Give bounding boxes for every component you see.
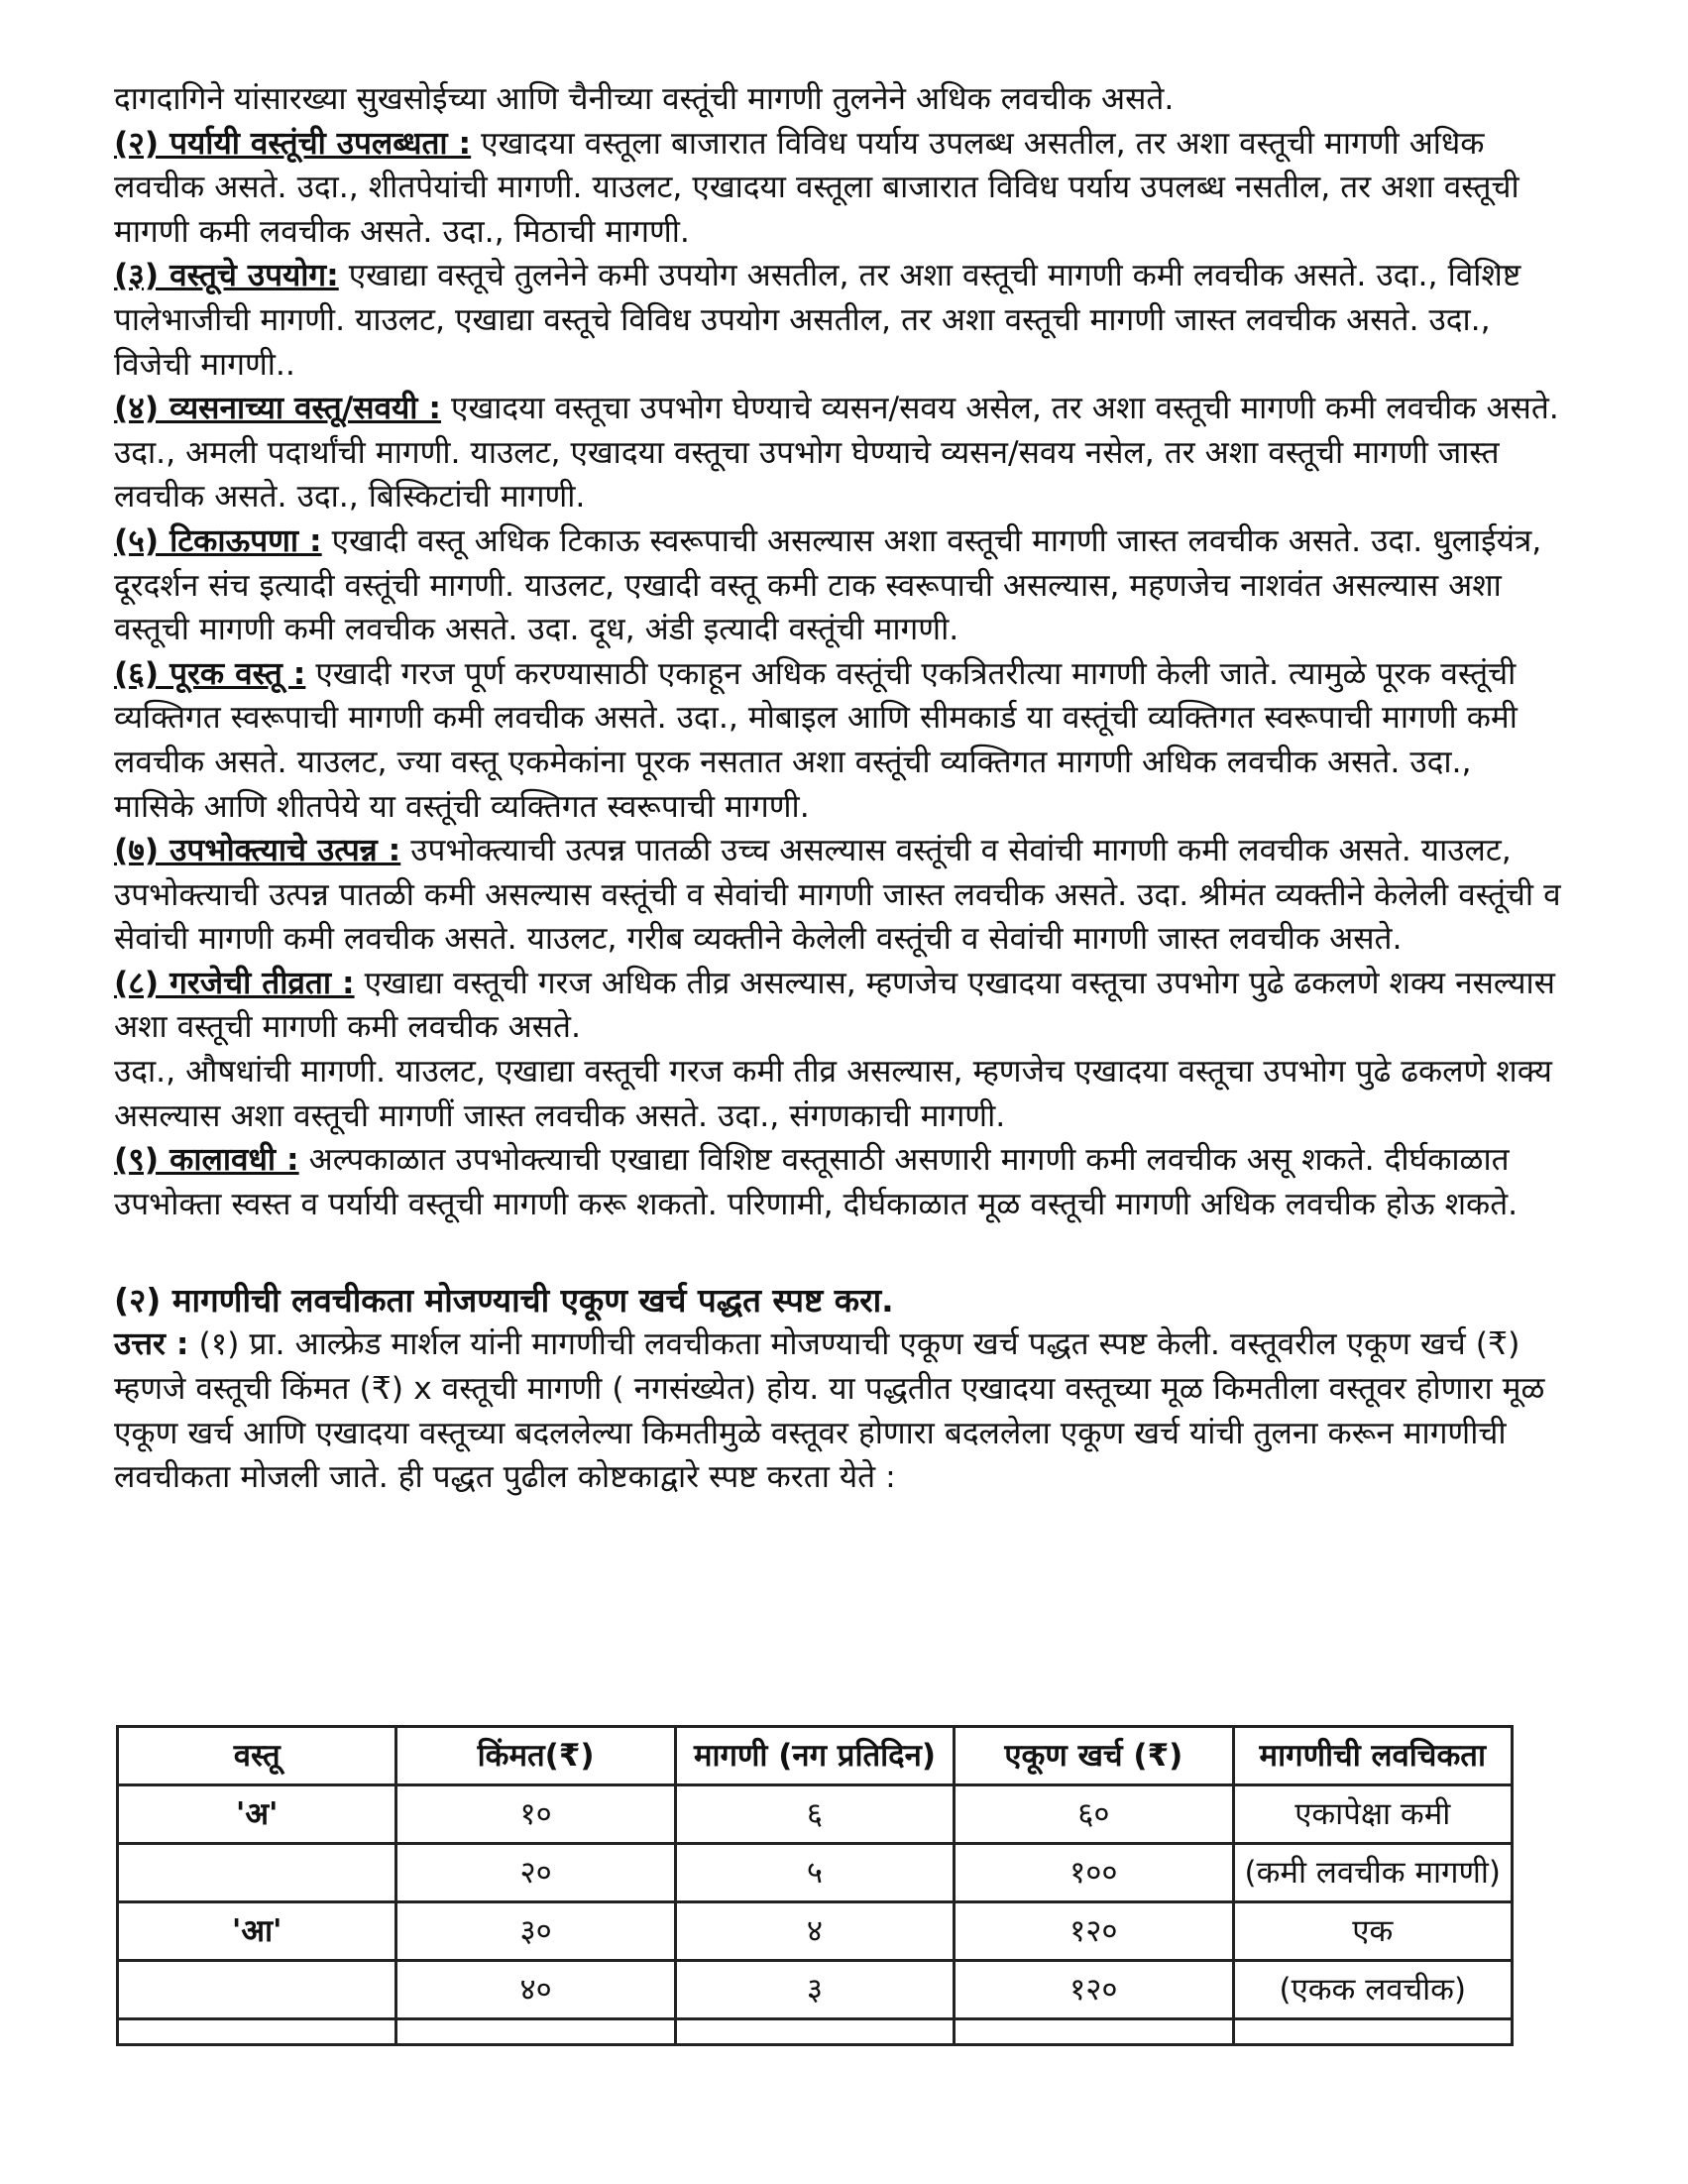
factor-substitutes bbox=[114, 122, 1561, 255]
table-cell: २० bbox=[396, 1844, 675, 1902]
factor-label: (३) वस्तूचे उपयोग: bbox=[114, 258, 339, 294]
answer-paragraph bbox=[114, 1322, 1561, 1499]
header-cell: मागणी (नग प्रतिदिन) bbox=[675, 1727, 954, 1785]
factor-text: एखाद्या वस्तूचे तुलनेने कमी उपयोग असतील, तर अशा वस्तूची मागणी कमी लवचीक असते. उदा., विशिष्ट पालेभाजीची मागणी. याउलट, एखाद्या वस्तूचे विविध उपयोग असतील, तर अशा वस्तूची मागणी जास्त लवचीक असते. उदा., विजेची मागणी.. bbox=[114, 258, 1521, 383]
factor-text: एखादया वस्तूचा उपभोग घेण्याचे व्यसन/सवय असेल, तर अशा वस्तूची मागणी कमी लवचीक असते. उदा., अमली पदार्थांची मागणी. याउलट, एखादया वस्तूचा उपभोग घेण्याचे व्यसन/सवय नसेल, तर अशा वस्तूची मागणी जास्त लवचीक असते. उदा., बिस्किटांची मागणी. bbox=[114, 391, 1559, 516]
table-row bbox=[118, 2019, 1513, 2045]
table-cell: ४ bbox=[675, 1902, 954, 1961]
factor-label: (२) पर्यायी वस्तूंची उपलब्धता : bbox=[114, 125, 472, 162]
factor-text: एखाद्या वस्तूची गरज अधिक तीव्र असल्यास, म्हणजेच एखादया वस्तूचा उपभोग पुढे ढकलणे शक्य नसल्यास अशा वस्तूची मागणी कमी लवचीक असते. bbox=[114, 965, 1555, 1046]
table-cell bbox=[396, 2019, 675, 2045]
table-cell: ४० bbox=[396, 1961, 675, 2019]
factor-uses bbox=[114, 254, 1561, 387]
factor-label: (५) टिकाऊपणा : bbox=[114, 522, 322, 559]
factor-label: (९) कालावधी : bbox=[114, 1142, 299, 1179]
table-cell bbox=[118, 1961, 396, 2019]
header-cell: वस्तू bbox=[118, 1727, 396, 1785]
header-cell: किंमत(₹) bbox=[396, 1727, 675, 1785]
table-cell: १० bbox=[396, 1785, 675, 1844]
table-cell: ६ bbox=[675, 1785, 954, 1844]
factor-text: अल्पकाळात उपभोक्त्याची एखाद्या विशिष्ट वस्तूसाठी असणारी मागणी कमी लवचीक असू शकते. दीर्घकाळात उपभोक्ता स्वस्त व पर्यायी वस्तूची मागणी करू शकतो. परिणामी, दीर्घकाळात मूळ वस्तूची मागणी अधिक लवचीक होऊ शकते. bbox=[114, 1142, 1519, 1222]
factor-durability bbox=[114, 519, 1561, 652]
table-row bbox=[118, 1961, 1513, 2019]
factor-time bbox=[114, 1138, 1561, 1226]
factor-habits bbox=[114, 387, 1561, 519]
answer-text: (१) प्रा. आल्फ्रेड मार्शल यांनी मागणीची लवचीकता मोजण्याची एकूण खर्च पद्धत स्पष्ट केली. वस्तूवरील एकूण खर्च (₹) म्हणजे वस्तूची किंमत (₹) x वस्तूची मागणी ( नगसंख्येत) होय. या पद्धतीत एखादया वस्तूच्या मूळ किमतीला वस्तूवर होणारा मूळ एकूण खर्च आणि एखादया वस्तूच्या बदललेल्या किमतीमुळे वस्तूवर होणारा बदललेला एकूण खर्च यांची तुलना करून मागणीची लवचीकता मोजली जाते. ही पद्धत पुढील कोष्टकाद्वारे स्पष्ट करता येते : bbox=[114, 1326, 1545, 1496]
header-cell: मागणीची लवचिकता bbox=[1233, 1727, 1512, 1785]
header-cell: एकूण खर्च (₹) bbox=[955, 1727, 1233, 1785]
table-cell: 'अ' bbox=[118, 1785, 396, 1844]
table-cell: ३ bbox=[675, 1961, 954, 2019]
factor-urgency bbox=[114, 962, 1561, 1050]
table-cell bbox=[118, 1844, 396, 1902]
table-row bbox=[118, 1785, 1513, 1844]
table-cell: १०० bbox=[955, 1844, 1233, 1902]
table-cell: ६० bbox=[955, 1785, 1233, 1844]
table-cell: एक bbox=[1233, 1902, 1512, 1961]
factor-label: (७) उपभोक्त्याचे उत्पन्न : bbox=[114, 833, 401, 869]
table-cell bbox=[955, 2019, 1233, 2045]
table-cell: १२० bbox=[955, 1961, 1233, 2019]
table-cell bbox=[1233, 2019, 1512, 2045]
factor-label: (६) पूरक वस्तू : bbox=[114, 655, 306, 692]
table-cell: 'आ' bbox=[118, 1902, 396, 1961]
table-cell: (एकक लवचीक) bbox=[1233, 1961, 1512, 2019]
factor-text: एखादया वस्तूला बाजारात विविध पर्याय उपलब्ध असतील, तर अशा वस्तूची मागणी अधिक लवचीक असते. उदा., शीतपेयांची मागणी. याउलट, एखादया वस्तूला बाजारात विविध पर्याय उपलब्ध नसतील, तर अशा वस्तूची मागणी कमी लवचीक असते. उदा., मिठाची मागणी. bbox=[114, 125, 1519, 250]
factor-text: एखादी गरज पूर्ण करण्यासाठी एकाहून अधिक वस्तूंची एकत्रितरीत्या मागणी केली जाते. त्यामुळे पूरक वस्तूंची व्यक्तिगत स्वरूपाची मागणी कमी लवचीक असते. उदा., मोबाइल आणि सीमकार्ड या वस्तूंची व्यक्तिगत स्वरूपाची मागणी कमी लवचीक असते. याउलट, ज्या वस्तू एकमेकांना पूरक नसतात अशा वस्तूंची व्यक्तिगत मागणी अधिक लवचीक असते. उदा., मासिके आणि शीतपेये या वस्तूंची व्यक्तिगत स्वरूपाची मागणी. bbox=[114, 655, 1518, 825]
table-cell: ५ bbox=[675, 1844, 954, 1902]
factor-income bbox=[114, 829, 1561, 962]
table-row bbox=[118, 1844, 1513, 1902]
table-cell bbox=[118, 2019, 396, 2045]
table-row bbox=[118, 1902, 1513, 1961]
question-heading: (२) मागणीची लवचीकता मोजण्याची एकूण खर्च पद्धत स्पष्ट करा. bbox=[114, 1281, 894, 1321]
factor-label: (४) व्यसनाच्या वस्तू/सवयी : bbox=[114, 391, 442, 427]
table-header-row bbox=[118, 1727, 1513, 1785]
table-cell: ३० bbox=[396, 1902, 675, 1961]
factor-urgency-example: उदा., औषधांची मागणी. याउलट, एखाद्या वस्तूची गरज कमी तीव्र असल्यास, म्हणजेच एखादया वस्तूचा उपभोग पुढे ढकलणे शक्य असल्यास अशा वस्तूची मागणीं जास्त लवचीक असते. उदा., संगणकाची मागणी. bbox=[114, 1054, 1552, 1134]
factor-label: (८) गरजेची तीव्रता : bbox=[114, 965, 355, 1001]
table-cell bbox=[675, 2019, 954, 2045]
factor-text: उपभोक्त्याची उत्पन्न पातळी उच्च असल्यास वस्तूंची व सेवांची मागणी कमी लवचीक असते. याउलट, उपभोक्त्याची उत्पन्न पातळी कमी असल्यास वस्तूंची व सेवांची मागणी जास्त लवचीक असते. उदा. श्रीमंत व्यक्तीने केलेली वस्तूंची व सेवांची मागणी कमी लवचीक असते. याउलट, गरीब व्यक्तीने केलेली वस्तूंची व सेवांची मागणी जास्त लवचीक असते. bbox=[114, 833, 1561, 958]
table-cell: (कमी लवचीक मागणी) bbox=[1233, 1844, 1512, 1902]
intro-line: दागदागिने यांसारख्या सुखसोईच्या आणि चैनीच्या वस्तूंची मागणी तुलनेने अधिक लवचीक असते. bbox=[114, 81, 1175, 117]
answer-label: उत्तर : bbox=[114, 1326, 189, 1363]
total-expenditure-table bbox=[116, 1725, 1514, 2046]
document-body bbox=[114, 77, 1561, 1500]
table-cell: एकापेक्षा कमी bbox=[1233, 1785, 1512, 1844]
table-cell: १२० bbox=[955, 1902, 1233, 1961]
factor-text: एखादी वस्तू अधिक टिकाऊ स्वरूपाची असल्यास अशा वस्तूची मागणी जास्त लवचीक असते. उदा. धुलाईयंत्र, दूरदर्शन संच इत्यादी वस्तूंची मागणी. याउलट, एखादी वस्तू कमी टाक स्वरूपाची असल्यास, महणजेच नाशवंत असल्यास अशा वस्तूची मागणी कमी लवचीक असते. उदा. दूध, अंडी इत्यादी वस्तूंची मागणी. bbox=[114, 522, 1542, 648]
factor-complementary bbox=[114, 652, 1561, 829]
